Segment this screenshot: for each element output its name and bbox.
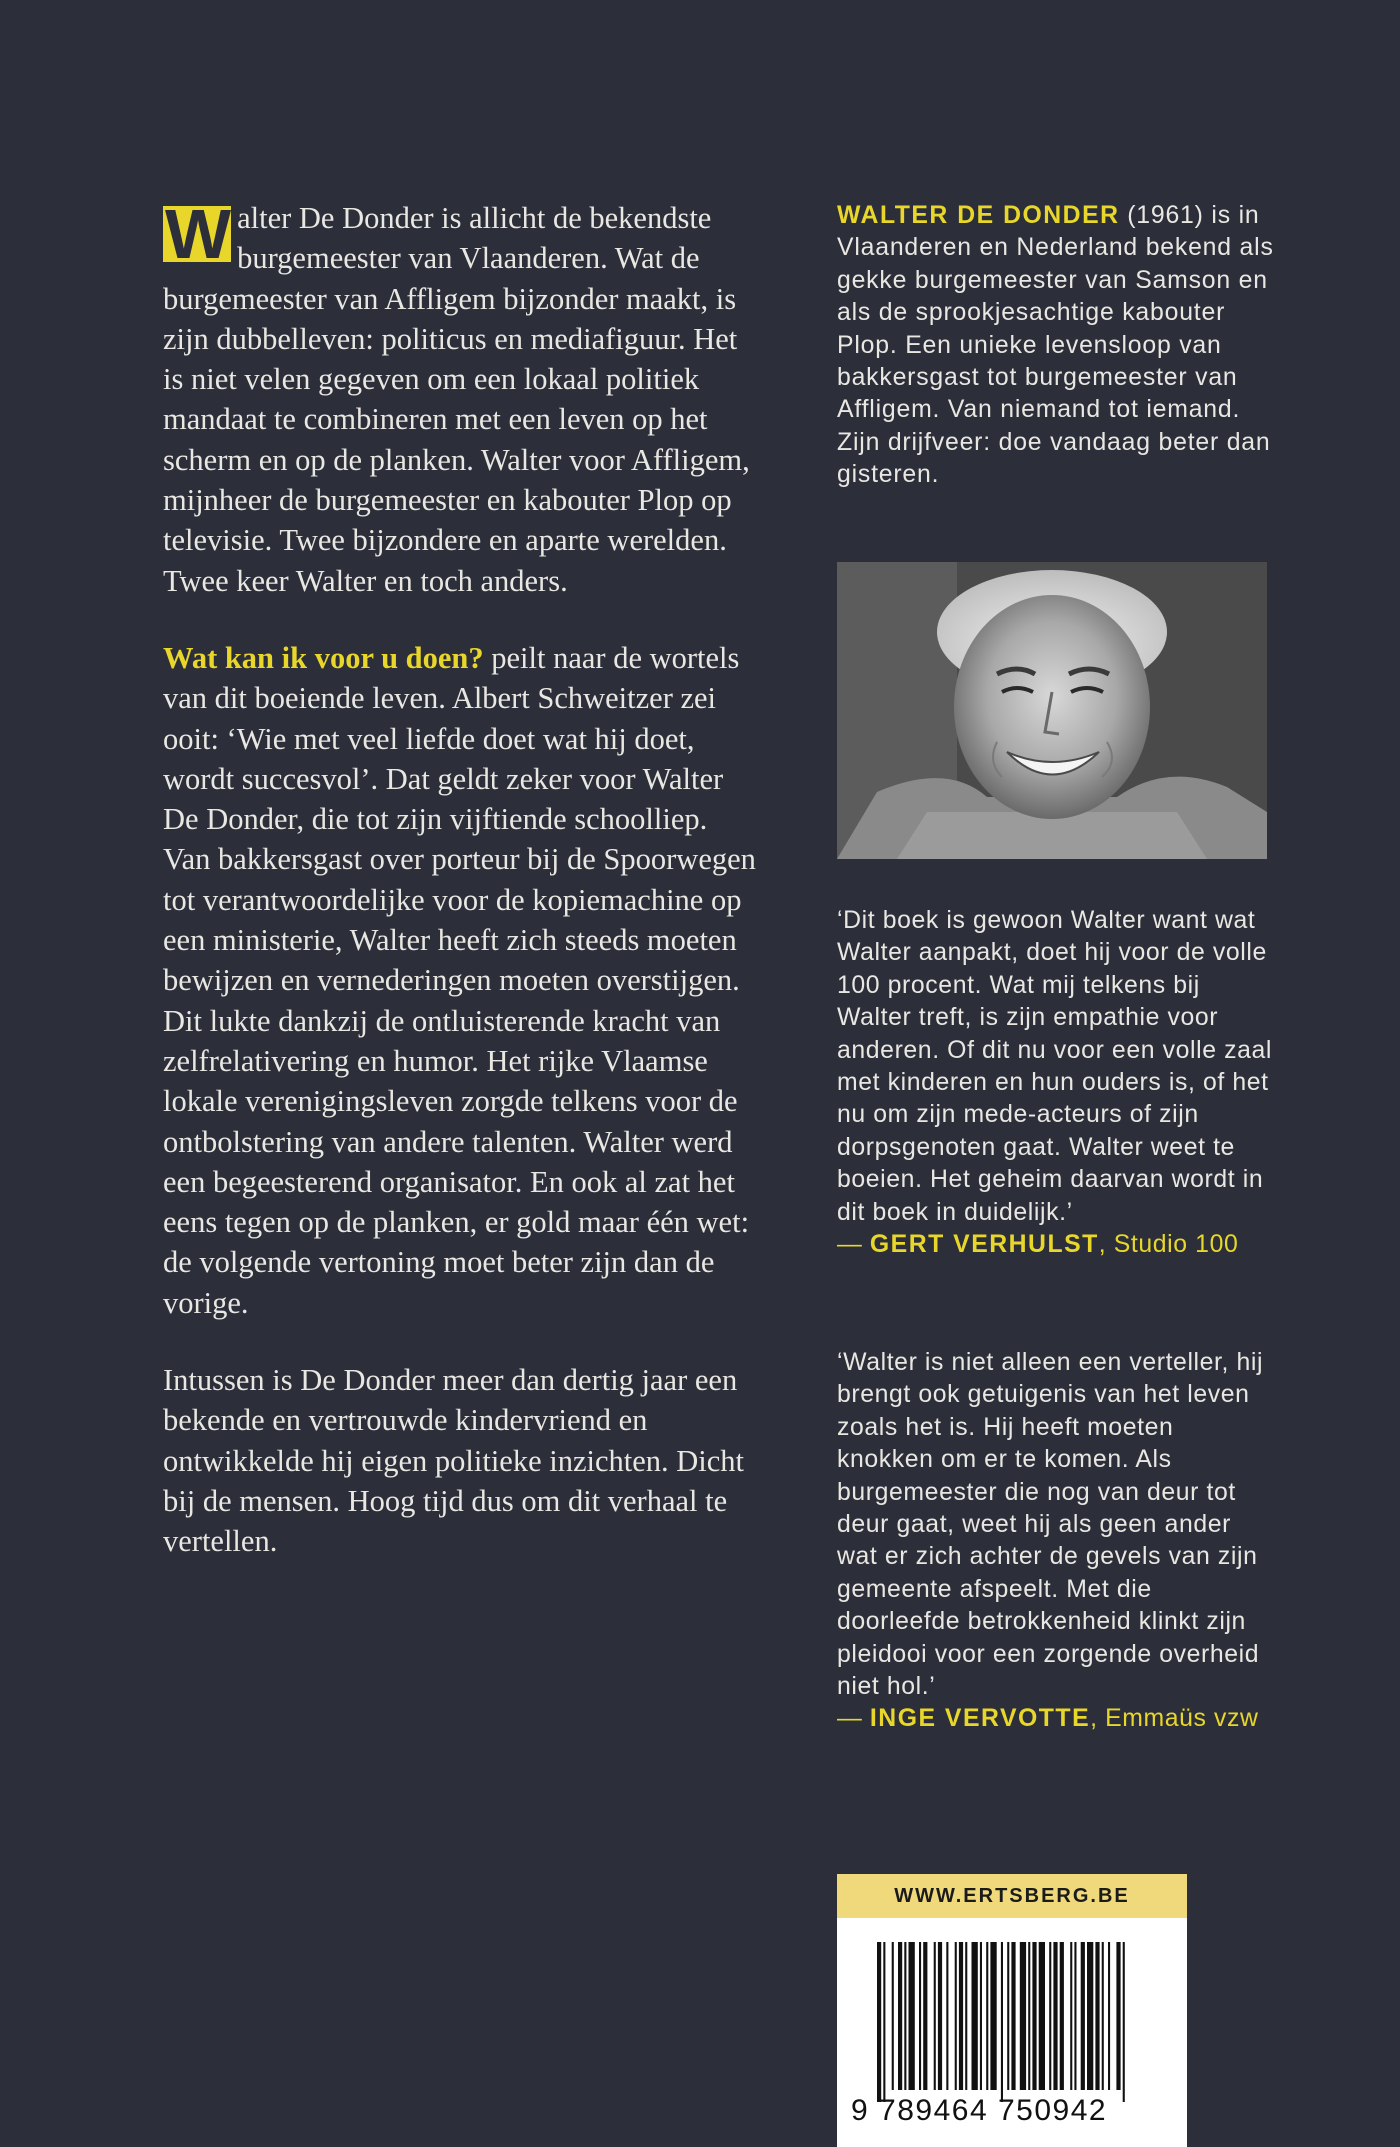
- barcode-bar: [1053, 1942, 1057, 2090]
- barcode-bar: [959, 1942, 963, 2090]
- barcode-bar: [1087, 1942, 1093, 2090]
- barcode-bar: [1001, 1942, 1003, 2102]
- barcode-bar: [892, 1942, 894, 2090]
- barcode-bar: [898, 1942, 902, 2090]
- barcode-bar: [1074, 1942, 1076, 2090]
- barcode-bar: [1032, 1942, 1036, 2090]
- barcode-bar: [904, 1942, 906, 2090]
- blurb-paragraph-3: Intussen is De Donder meer dan dertig jaar een bekende en vertrouwde kindervriend en ontwikkelde hij eigen politieke inzichten. Dicht bij de mensen. Hoog tijd dus om dit verhaal te vertellen.: [163, 1363, 745, 1559]
- barcode-bar: [883, 1942, 885, 2102]
- barcode-bar: [938, 1942, 942, 2090]
- author-photo: [837, 562, 1267, 859]
- blurb-paragraph-1: [163, 195, 759, 601]
- barcode-bar: [1116, 1942, 1120, 2090]
- barcode-bar: [1007, 1942, 1009, 2090]
- barcode-bar: [934, 1942, 936, 2090]
- barcode-bar: [986, 1942, 988, 2090]
- barcode-bar: [980, 1942, 982, 2090]
- barcode-bar: [1095, 1942, 1099, 2090]
- barcode-bar: [955, 1942, 957, 2090]
- barcode-bar: [1108, 1942, 1110, 2090]
- author-bio: [837, 200, 1277, 492]
- blurb-p2-text: peilt naar de wortels van dit boeiende leven. Albert Schweitzer zei ooit: ‘Wie met veel liefde doet wat hij doet, wordt succesvol’. Dat geldt zeker voor Walter De Donder, die tot zijn vijftiende schoolliep. Van bakkersgast over porteur bij de Spoorwegen tot verantwoordelijke voor de kopiemachine op een ministerie, Walter heeft zich steeds moeten bewijzen en vernederingen moeten overstijgen. Dit lukte dankzij de ontluisterende kracht van zelfrelativering en humor. Het rijke Vlaamse lokale verenigingsleven zorgde telkens voor de ontbolstering van andere talenten. Walter werd een begeesterend organisator. En ook al zat het eens tegen op de planken, er gold maar één wet: de volgende vertoning moet beter zijn dan de vorige.: [163, 640, 756, 1320]
- quote-affiliation: , Emmaüs vzw: [1090, 1705, 1259, 1733]
- quote-affiliation: , Studio 100: [1098, 1231, 1239, 1259]
- barcode-bar: [965, 1942, 967, 2090]
- barcode-bar: [1020, 1942, 1026, 2090]
- blurb-column: [163, 195, 759, 1599]
- blurb-paragraph-2: [163, 638, 759, 1323]
- book-title: Wat kan ik voor u doen?: [163, 640, 484, 675]
- publisher-url: WWW.ERTSBERG.BE: [837, 1874, 1187, 1918]
- drop-cap: W: [165, 195, 230, 273]
- quote-author-name: GERT VERHULST: [869, 1231, 1099, 1259]
- blurb-p1-text: alter De Donder is allicht de bekendste burgemeester van Vlaanderen. Wat de burgemeester van Affligem bijzonder maakt, is zijn dubbelleven: politicus en mediafiguur. Het is niet velen gegeven om een lokaal politiek mandaat te combineren met een leven op het scherm en op de planken. Walter voor Affligem, mijnheer de burgemeester en kabouter Plop op televisie. Twee bijzondere en aparte werelden. Twee keer Walter en toch anders.: [163, 201, 750, 598]
- quote-text: ‘Dit boek is gewoon Walter want wat Walter aanpakt, doet hij voor de volle 100 procent. Wat mij telkens bij Walter treft, is zijn empathie voor anderen. Of dit nu voor een volle zaal met kinderen en hun ouders is, of het nu om zijn mede-acteurs of zijn dorpsgenoten gaat. Walter weet te boeien. Het geheim daarvan wordt in dit boek in duidelijk.’: [837, 907, 1272, 1226]
- barcode-bar: [1081, 1942, 1085, 2090]
- barcode-bar: [1123, 1942, 1125, 2102]
- author-portrait-image: [837, 562, 1267, 859]
- isbn-number: 9 789464 750942: [851, 2094, 1108, 2127]
- barcode: [837, 1918, 1187, 2147]
- author-bio-text: (1961) is in Vlaanderen en Nederland bekend als gekke burgemeester van Samson en als de sprookjesachtige kabouter Plop. Een unieke levensloop van bakkersgast tot burgemeester van Affligem. Van niemand tot iemand. Zijn drijfveer: doe vandaag beter dan gisteren.: [837, 202, 1274, 489]
- quote-text: ‘Walter is niet alleen een verteller, hij brengt ook getuigenis van het leven zoals het is. Hij heeft moeten knokken om er te komen. Als burgemeester die nog van deur tot deur gaat, weet hij als geen ander wat er zich achter de gevels van zijn gemeente afspeelt. Met die doorleefde betrokkenheid klinkt zijn pleidooi voor een zorgende overheid niet hol.’: [837, 1349, 1264, 1701]
- barcode-bar: [877, 1942, 881, 2102]
- barcode-bar: [1011, 1942, 1015, 2090]
- barcode-bar: [1060, 1942, 1064, 2090]
- barcode-bar: [1028, 1942, 1030, 2090]
- quote-gert-verhulst: [837, 905, 1277, 1261]
- barcode-bar: [1049, 1942, 1051, 2090]
- barcode-bar: [1070, 1942, 1072, 2090]
- author-name: WALTER DE DONDER: [837, 202, 1120, 229]
- barcode-bar: [972, 1942, 978, 2090]
- quote-dash: —: [837, 1231, 870, 1259]
- quote-author-name: INGE VERVOTTE: [869, 1705, 1091, 1733]
- quote-attribution: [837, 1229, 1277, 1261]
- quote-inge-vervotte: [837, 1347, 1277, 1736]
- barcode-bar: [923, 1942, 927, 2090]
- barcode-bar: [909, 1942, 915, 2090]
- quote-dash: —: [837, 1705, 870, 1733]
- barcode-bar: [919, 1942, 921, 2090]
- barcode-bar: [990, 1942, 996, 2090]
- quote-attribution: [837, 1703, 1277, 1735]
- barcode-bar: [1039, 1942, 1045, 2090]
- barcode-bar: [946, 1942, 948, 2090]
- barcode-bar: [1102, 1942, 1104, 2090]
